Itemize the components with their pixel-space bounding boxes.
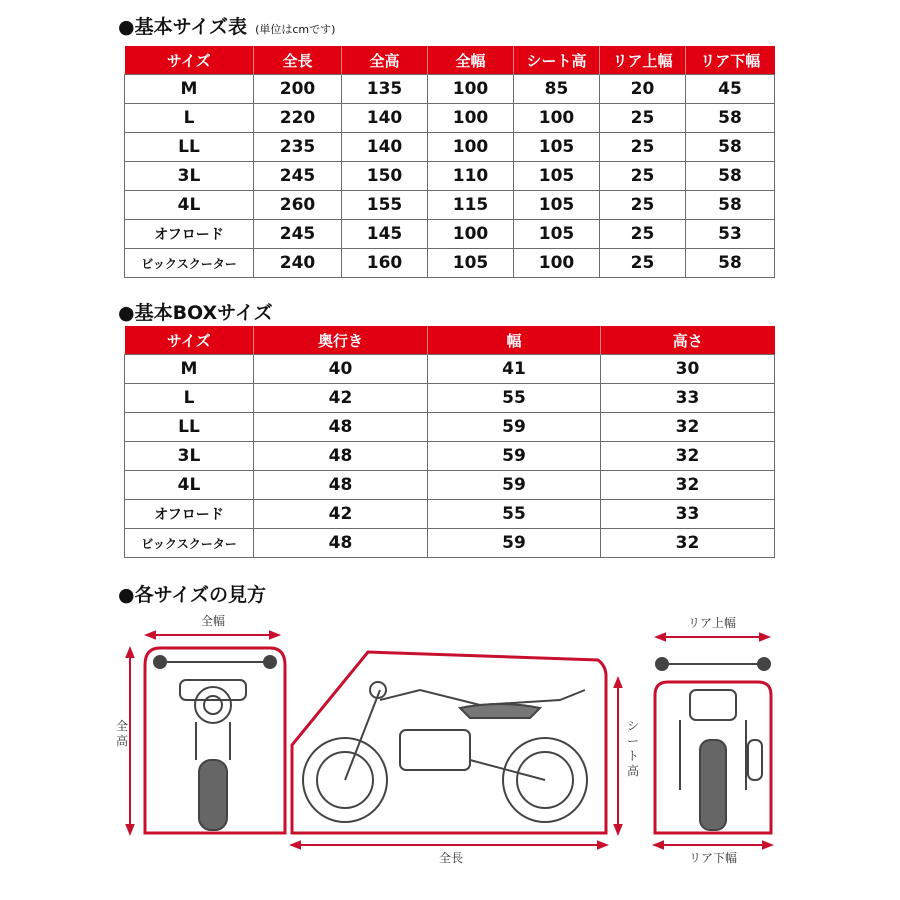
size-name-cell: 3L	[125, 162, 254, 191]
table-cell: 48	[254, 442, 428, 471]
table-cell: 20	[600, 75, 686, 104]
table-cell: 32	[601, 442, 775, 471]
size-name-cell: ビックスクーター	[125, 529, 254, 558]
table-cell: 100	[428, 220, 514, 249]
rear-view-diagram	[655, 615, 771, 865]
size-name-cell: M	[125, 355, 254, 384]
table-cell: 42	[254, 384, 428, 413]
seat-height-label: シート高	[627, 719, 640, 778]
table-cell: 48	[254, 529, 428, 558]
table-cell: 200	[254, 75, 342, 104]
col-header: 奥行き	[254, 326, 428, 355]
table-cell: 40	[254, 355, 428, 384]
table-cell: 100	[428, 75, 514, 104]
col-header: 幅	[428, 326, 601, 355]
size-name-cell: L	[125, 104, 254, 133]
rear-upper-label: リア上幅	[687, 616, 737, 630]
size-name-cell: M	[125, 75, 254, 104]
size-name-cell: オフロード	[125, 500, 254, 529]
table-cell: 58	[686, 191, 775, 220]
table-cell: 105	[514, 220, 600, 249]
width-label: 全幅	[200, 614, 226, 628]
col-header: リア下幅	[686, 46, 775, 75]
table-cell: 41	[428, 355, 601, 384]
table-cell: 115	[428, 191, 514, 220]
length-label: 全長	[438, 851, 464, 865]
table-cell: 55	[428, 384, 601, 413]
table-cell: 105	[514, 162, 600, 191]
size-name-cell: LL	[125, 413, 254, 442]
table-cell: 48	[254, 413, 428, 442]
table-cell: 59	[428, 529, 601, 558]
size-name-cell: LL	[125, 133, 254, 162]
table-cell: 32	[601, 471, 775, 500]
how-to-read-title: ●各サイズの見方	[118, 584, 267, 606]
size-name-cell: 4L	[125, 191, 254, 220]
table-cell: 33	[601, 384, 775, 413]
table-cell: 58	[686, 133, 775, 162]
table-cell: 59	[428, 471, 601, 500]
table-cell: 105	[514, 191, 600, 220]
col-header: シート高	[514, 46, 600, 75]
table-cell: 100	[514, 104, 600, 133]
col-header: リア上幅	[600, 46, 686, 75]
table-cell: 135	[342, 75, 428, 104]
table-cell: 30	[601, 355, 775, 384]
table-cell: 140	[342, 133, 428, 162]
table-cell: 25	[600, 104, 686, 133]
table-cell: 240	[254, 249, 342, 278]
table-cell: 25	[600, 162, 686, 191]
table-cell: 85	[514, 75, 600, 104]
table-cell: 32	[601, 413, 775, 442]
table-cell: 55	[428, 500, 601, 529]
table-cell: 110	[428, 162, 514, 191]
table-cell: 105	[428, 249, 514, 278]
table-cell: 48	[254, 471, 428, 500]
table-cell: 100	[514, 249, 600, 278]
table-cell: 32	[601, 529, 775, 558]
table-cell: 58	[686, 249, 775, 278]
table-cell: 53	[686, 220, 775, 249]
front-view-diagram	[116, 613, 285, 833]
col-header: サイズ	[125, 326, 254, 355]
col-header: 全長	[254, 46, 342, 75]
table-cell: 100	[428, 104, 514, 133]
basic-size-title: ●基本サイズ表	[118, 16, 248, 38]
table-cell: 140	[342, 104, 428, 133]
col-header: 全高	[342, 46, 428, 75]
rear-lower-label: リア下幅	[688, 851, 738, 865]
table-cell: 25	[600, 191, 686, 220]
table-cell: 220	[254, 104, 342, 133]
size-name-cell: オフロード	[125, 220, 254, 249]
col-header: サイズ	[125, 46, 254, 75]
table-cell: 245	[254, 220, 342, 249]
table-cell: 105	[514, 133, 600, 162]
table-cell: 145	[342, 220, 428, 249]
table-cell: 45	[686, 75, 775, 104]
table-cell: 235	[254, 133, 342, 162]
table-cell: 100	[428, 133, 514, 162]
size-name-cell: ビックスクーター	[125, 249, 254, 278]
table-cell: 155	[342, 191, 428, 220]
col-header: 高さ	[601, 326, 775, 355]
unit-note: (単位はcmです)	[255, 23, 336, 36]
table-cell: 260	[254, 191, 342, 220]
size-name-cell: L	[125, 384, 254, 413]
table-cell: 25	[600, 249, 686, 278]
table-cell: 25	[600, 133, 686, 162]
size-name-cell: 3L	[125, 442, 254, 471]
table-cell: 59	[428, 442, 601, 471]
side-cover-outline	[292, 652, 606, 833]
height-label: 全高	[116, 719, 129, 748]
table-cell: 25	[600, 220, 686, 249]
table-cell: 150	[342, 162, 428, 191]
table-cell: 160	[342, 249, 428, 278]
side-view-diagram	[292, 652, 639, 865]
box-size-title: ●基本BOXサイズ	[118, 302, 273, 324]
table-cell: 58	[686, 162, 775, 191]
col-header: 全幅	[428, 46, 514, 75]
table-cell: 33	[601, 500, 775, 529]
table-cell: 245	[254, 162, 342, 191]
table-cell: 58	[686, 104, 775, 133]
table-cell: 42	[254, 500, 428, 529]
size-name-cell: 4L	[125, 471, 254, 500]
table-cell: 59	[428, 413, 601, 442]
